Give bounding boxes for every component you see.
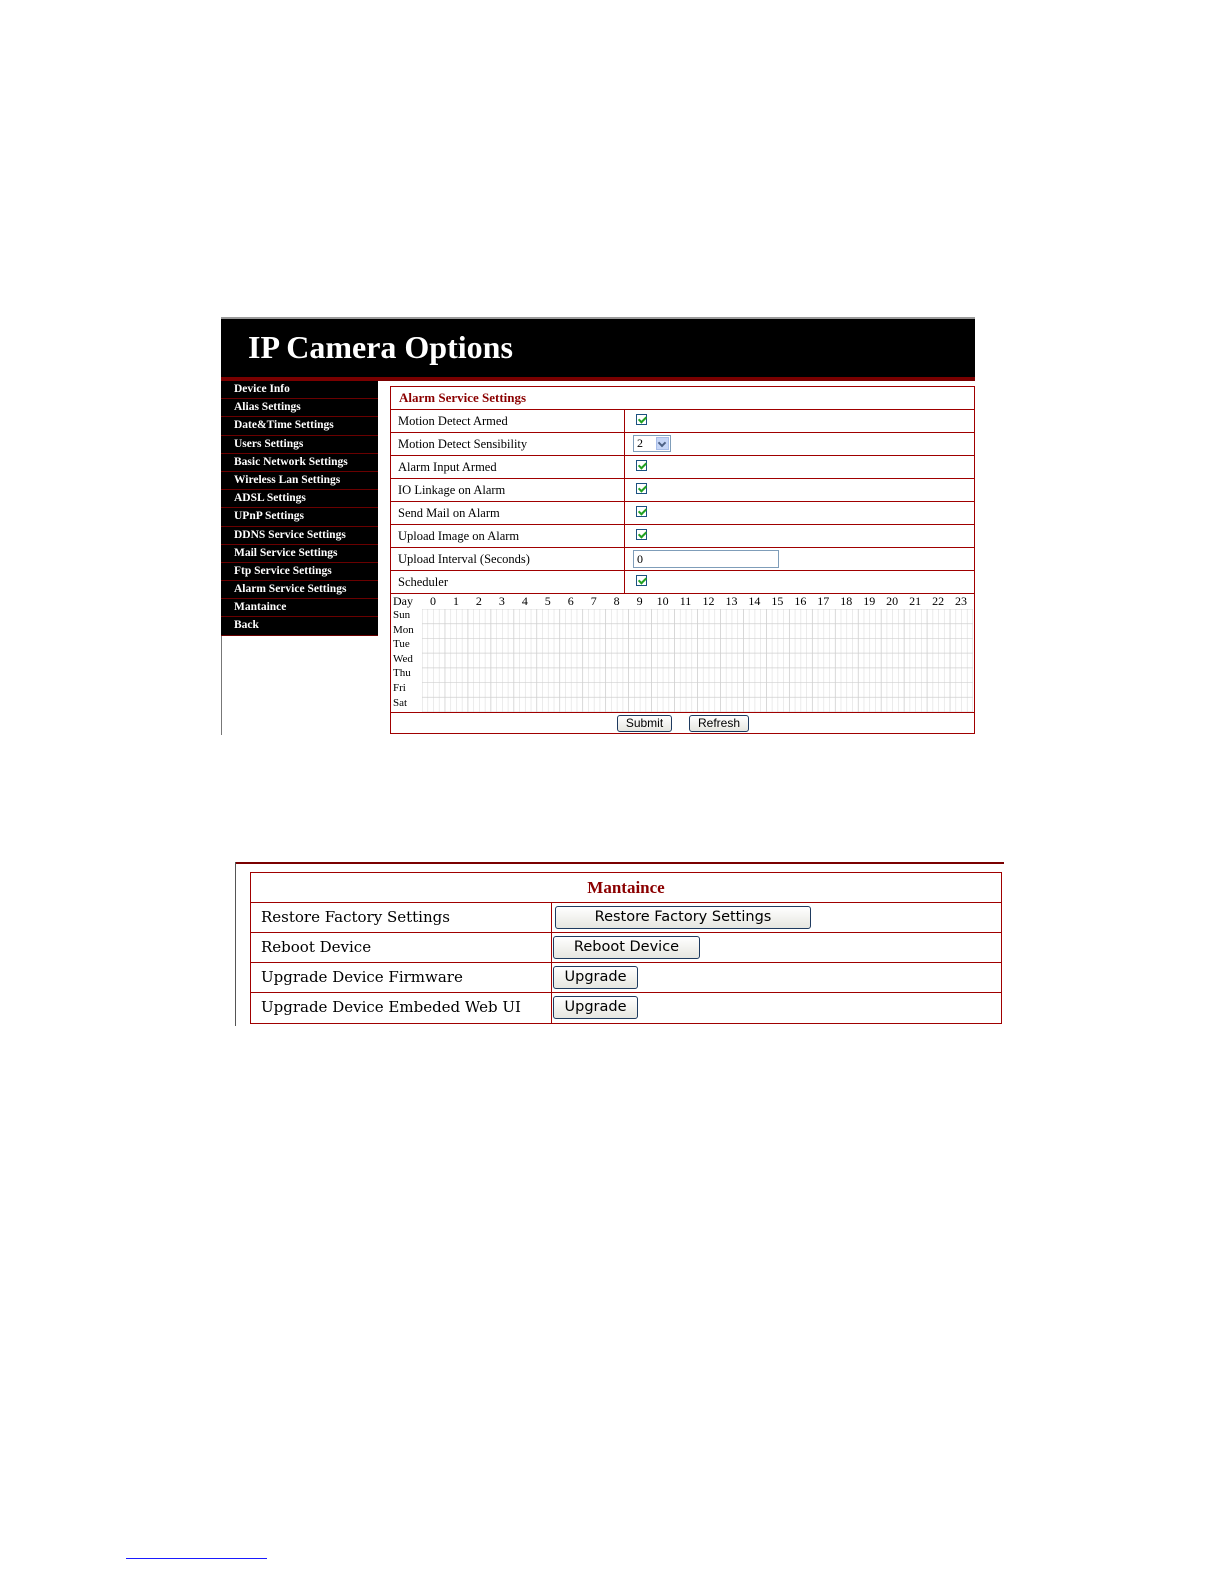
row-reboot-device (251, 933, 1001, 963)
sidebar-item-ftp-service-settings[interactable]: Ftp Service Settings (221, 563, 378, 581)
row-label: Upload Interval (Seconds) (398, 552, 530, 566)
sidebar-item-alias-settings[interactable]: Alias Settings (221, 399, 378, 417)
top-divider (235, 862, 1004, 864)
row-label: Restore Factory Settings (261, 908, 450, 926)
motion-detect-armed-checkbox[interactable] (636, 414, 647, 425)
sensibility-value: 2 (637, 436, 643, 450)
hour-label: 0 (430, 594, 436, 608)
hour-label: 13 (725, 594, 738, 608)
day-label: Sat (393, 696, 408, 709)
row-motion-detect-armed (391, 410, 974, 433)
maintenance-title: Mantaince (251, 873, 1001, 903)
hour-label: 6 (567, 594, 574, 608)
send-mail-checkbox[interactable] (636, 506, 647, 517)
alarm-service-settings-panel (390, 386, 975, 734)
day-header: Day (393, 594, 413, 608)
sidebar-item-ddns-service-settings[interactable]: DDNS Service Settings (221, 527, 378, 545)
hour-label: 15 (771, 594, 784, 608)
alarm-input-armed-checkbox[interactable] (636, 460, 647, 471)
header-bar (221, 317, 975, 377)
day-label: Thu (393, 667, 411, 680)
maintenance-screenshot (235, 862, 1004, 1026)
sidebar-item-wireless-lan-settings[interactable]: Wireless Lan Settings (221, 472, 378, 490)
row-scheduler (391, 571, 974, 594)
row-upload-interval (391, 548, 974, 571)
schedule-cells[interactable] (422, 609, 973, 712)
column-divider (551, 903, 552, 933)
row-io-linkage (391, 479, 974, 502)
column-divider (624, 502, 625, 524)
upload-image-checkbox[interactable] (636, 529, 647, 540)
hour-label: 11 (679, 594, 692, 608)
row-upload-image (391, 525, 974, 548)
chevron-down-icon[interactable] (656, 437, 669, 450)
io-linkage-checkbox[interactable] (636, 483, 647, 494)
hour-label: 16 (794, 594, 807, 608)
day-label: Mon (393, 623, 414, 636)
sidebar-item-mantaince[interactable]: Mantaince (221, 599, 378, 617)
sidebar-item-datetime-settings[interactable]: Date&Time Settings (221, 417, 378, 435)
hour-label: 7 (590, 594, 597, 608)
column-divider (624, 525, 625, 547)
button-row (391, 712, 974, 734)
hour-label: 5 (544, 594, 551, 608)
hour-label: 10 (656, 594, 669, 608)
sensibility-select[interactable] (633, 435, 671, 452)
row-label: Scheduler (398, 575, 448, 589)
day-label: Wed (393, 652, 413, 665)
hour-label: 1 (452, 594, 459, 608)
row-label: IO Linkage on Alarm (398, 483, 506, 497)
sidebar-item-adsl-settings[interactable]: ADSL Settings (221, 490, 378, 508)
column-divider (624, 571, 625, 593)
sidebar-item-basic-network-settings[interactable]: Basic Network Settings (221, 454, 378, 472)
hour-label: 21 (909, 594, 922, 608)
hour-label: 12 (702, 594, 715, 608)
ip-camera-options-screenshot (221, 317, 975, 735)
column-divider (624, 479, 625, 501)
column-divider (624, 456, 625, 478)
window-edge (235, 862, 236, 1026)
scheduler-checkbox[interactable] (636, 575, 647, 586)
row-restore-factory (251, 903, 1001, 933)
row-motion-detect-sensibility (391, 433, 974, 456)
hour-label: 2 (475, 594, 482, 608)
row-label: Upgrade Device Embeded Web UI (261, 998, 521, 1016)
row-label: Motion Detect Armed (398, 414, 508, 428)
panel-title: Alarm Service Settings (391, 387, 974, 410)
hour-label: 17 (817, 594, 830, 608)
column-divider (551, 933, 552, 963)
hour-label: 20 (886, 594, 899, 608)
window-edge (221, 636, 222, 735)
upload-interval-input[interactable]: 0 (633, 550, 779, 568)
day-label: Fri (393, 681, 406, 694)
column-divider (624, 410, 625, 432)
hour-label: 18 (840, 594, 853, 608)
column-divider (624, 433, 625, 455)
column-divider (551, 963, 552, 993)
row-label: Alarm Input Armed (398, 460, 497, 474)
row-alarm-input-armed (391, 456, 974, 479)
day-label: Sun (393, 609, 411, 621)
upgrade-firmware-button[interactable]: Upgrade (553, 966, 638, 989)
row-send-mail (391, 502, 974, 525)
sidebar-item-upnp-settings[interactable]: UPnP Settings (221, 508, 378, 526)
page-title: IP Camera Options (248, 329, 513, 365)
hour-label: 14 (748, 594, 761, 608)
schedule-header (391, 594, 974, 608)
hour-label: 23 (955, 594, 968, 608)
hour-label: 19 (863, 594, 876, 608)
row-label: Send Mail on Alarm (398, 506, 500, 520)
upgrade-web-ui-button[interactable]: Upgrade (553, 996, 638, 1019)
row-upgrade-web-ui (251, 993, 1001, 1023)
row-upgrade-firmware (251, 963, 1001, 993)
sidebar-item-mail-service-settings[interactable]: Mail Service Settings (221, 545, 378, 563)
column-divider (551, 993, 552, 1023)
row-label: Upgrade Device Firmware (261, 968, 463, 986)
submit-button[interactable]: Submit (617, 715, 672, 732)
sidebar-item-device-info[interactable]: Device Info (221, 381, 378, 399)
sidebar-item-alarm-service-settings[interactable]: Alarm Service Settings (221, 581, 378, 599)
day-label: Tue (393, 638, 410, 651)
day-labels (393, 608, 423, 710)
column-divider (624, 548, 625, 570)
sidebar-item-users-settings[interactable]: Users Settings (221, 436, 378, 454)
footnote-rule (126, 1558, 267, 1559)
reboot-device-button[interactable]: Reboot Device (553, 936, 700, 959)
maintenance-table (250, 872, 1002, 1024)
row-label: Upload Image on Alarm (398, 529, 520, 543)
hour-label: 4 (521, 594, 528, 608)
schedule-grid (391, 594, 974, 712)
hour-label: 22 (932, 594, 945, 608)
hour-label: 9 (636, 594, 643, 608)
restore-factory-settings-button[interactable]: Restore Factory Settings (555, 906, 811, 929)
refresh-button[interactable]: Refresh (689, 715, 749, 732)
row-label: Reboot Device (261, 938, 372, 956)
hour-label: 3 (498, 594, 505, 608)
row-label: Motion Detect Sensibility (398, 437, 528, 451)
hour-label: 8 (613, 594, 620, 608)
sidebar-item-back[interactable]: Back (221, 617, 378, 635)
sidebar (221, 381, 378, 636)
